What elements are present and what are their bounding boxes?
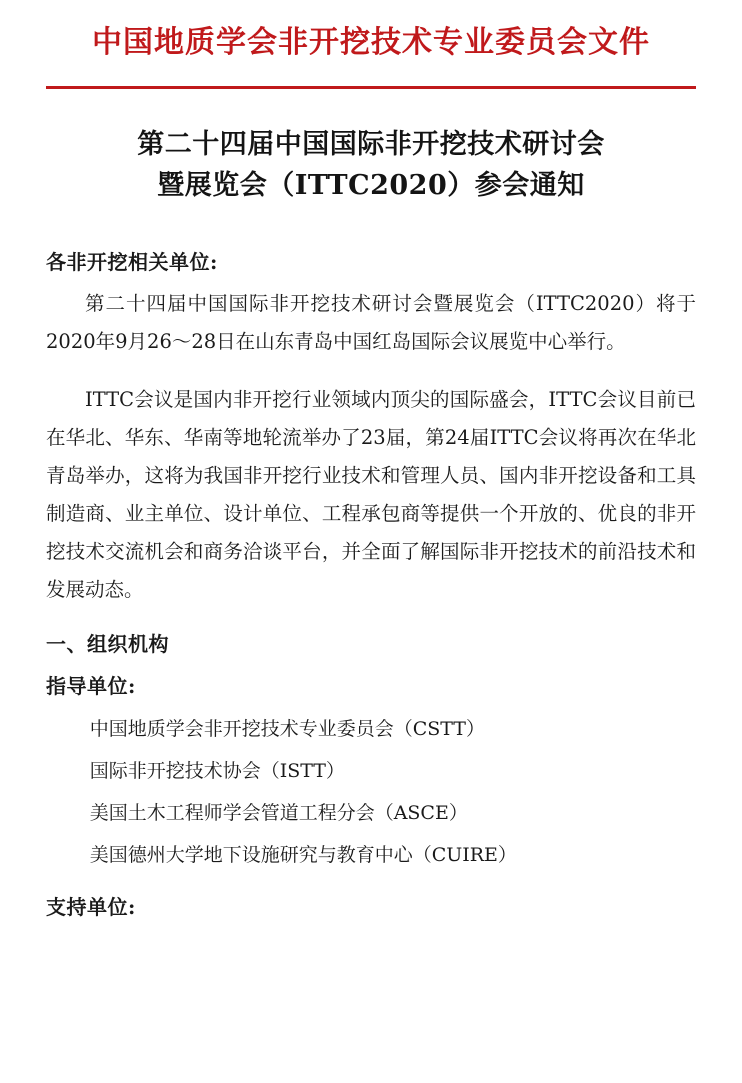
page-title-line-1: 第二十四届中国国际非开挖技术研讨会 [137,129,605,160]
list-item: 中国地质学会非开挖技术专业委员会（CSTT） [89,718,485,741]
salutation: 各非开挖相关单位: [46,250,218,274]
subheading-support-units: 支持单位: [46,895,136,920]
document-masthead: 中国地质学会非开挖技术专业委员会文件 [92,25,650,60]
list-item: 国际非开挖技术协会（ISTT） [89,760,345,783]
page-title [46,125,696,206]
masthead-divider [46,86,696,89]
subheading-guidance-units: 指导单位: [46,674,136,699]
guidance-unit-list [46,714,696,867]
section-heading-organization: 一、组织机构 [46,632,169,657]
list-item: 美国土木工程师学会管道工程分会（ASCE） [89,802,468,825]
body-paragraph-1: 第二十四届中国国际非开挖技术研讨会暨展览会（ITTC2020）将于2020年9月26～28日在山东青岛中国红岛国际会议展览中心举行。 [46,292,696,354]
body-paragraph-2: ITTC会议是国内非开挖行业领域内顶尖的国际盛会，ITTC会议目前已在华北、华东、华南等地轮流举办了23届，第24届ITTC会议将再次在华北青岛举办，这将为我国非开挖行业技术和管理人员、国内非开挖设备和工具制造商、业主单位、设计单位、工程承包商等提供一个开放的、优良的非开挖技术交流机会和商务洽谈平台，并全面了解国际非开挖技术的前沿技术和发展动态。 [46,387,696,601]
page-title-line-2: 暨展览会（ITTC2020）参会通知 [157,169,585,201]
list-item: 美国德州大学地下设施研究与教育中心（CUIRE） [89,844,517,867]
